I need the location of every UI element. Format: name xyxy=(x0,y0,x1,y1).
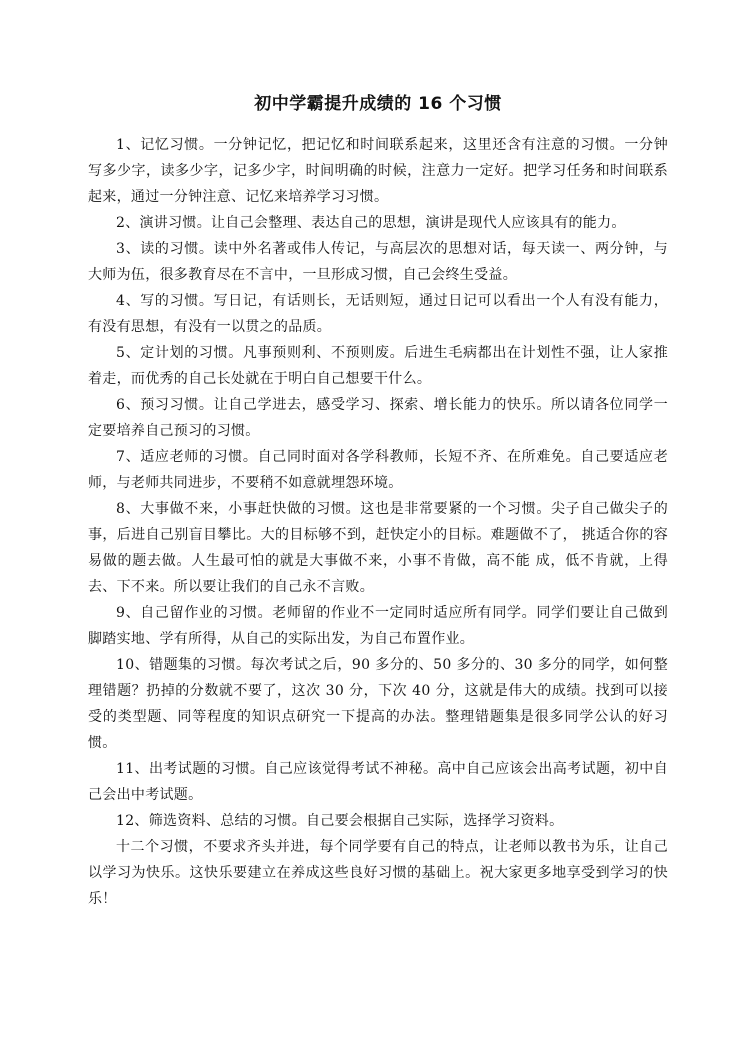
paragraph-5: 5、定计划的习惯。凡事预则利、不预则废。后进生毛病都出在计划性不强，让人家推着走，而优秀的自己长处就在于明白自己想要干什么。 xyxy=(88,345,668,387)
paragraph-7: 7、适应老师的习惯。自己同时面对各学科教师，长短不齐、在所难免。自己要适应老师，与老师共同进步，不要稍不如意就埋怨环境。 xyxy=(88,449,668,491)
paragraph-8: 8、大事做不来，小事赶快做的习惯。这也是非常要紧的一个习惯。尖子自己做尖子的事，后进自己别盲目攀比。大的目标够不到，赶快定小的目标。难题做不了， 挑适合你的容易做的题去做。人生最可怕的就是大事做不来，小事不肯做，高不能 成，低不肯就，上得去、下不来。所以要让我们的自己永不言败。 xyxy=(88,501,668,595)
paragraph-10: 10、错题集的习惯。每次考试之后，90 多分的、50 多分的、30 多分的同学，如何整理错题？扔掉的分数就不要了，这次 30 分，下次 40 分，这就是伟大的成绩。找到可以接受的类型题、同等程度的知识点研究一下提高的办法。整理错题集是很多同学公认的好习惯。 xyxy=(88,657,668,751)
paragraph-1: 1、记忆习惯。一分钟记忆，把记忆和时间联系起来，这里还含有注意的习惯。一分钟写多少字，读多少字，记多少字，时间明确的时候，注意力一定好。把学习任务和时间联系起来，通过一分钟注意、记忆来培养学习习惯。 xyxy=(88,137,668,205)
paragraph-11: 11、出考试题的习惯。自己应该觉得考试不神秘。高中自己应该会出高考试题，初中自己会出中考试题。 xyxy=(88,761,668,803)
paragraph-12: 12、筛选资料、总结的习惯。自己要会根据自己实际，选择学习资料。 xyxy=(116,813,564,829)
paragraph-4: 4、写的习惯。写日记，有话则长，无话则短，通过日记可以看出一个人有没有能力，有没有思想，有没有一以贯之的品质。 xyxy=(88,293,668,335)
paragraph-conclusion: 十二个习惯，不要求齐头并进，每个同学要有自己的特点，让老师以教书为乐，让自己以学习为快乐。这快乐要建立在养成这些良好习惯的基础上。祝大家更多地享受到学习的快乐！ xyxy=(88,839,668,907)
paragraph-2: 2、演讲习惯。让自己会整理、表达自己的思想，演讲是现代人应该具有的能力。 xyxy=(116,215,626,231)
paragraph-6: 6、预习习惯。让自己学进去，感受学习、探索、增长能力的快乐。所以请各位同学一定要培养自己预习的习惯。 xyxy=(88,397,668,439)
paragraph-3: 3、读的习惯。读中外名著或伟人传记，与高层次的思想对话，每天读一、两分钟，与大师为伍，很多教育尽在不言中，一旦形成习惯，自己会终生受益。 xyxy=(88,241,668,283)
paragraph-9: 9、自己留作业的习惯。老师留的作业不一定同时适应所有同学。同学们要让自己做到脚踏实地、学有所得，从自己的实际出发，为自己布置作业。 xyxy=(88,605,668,647)
document-title: 初中学霸提升成绩的 16 个习惯 xyxy=(254,94,502,114)
